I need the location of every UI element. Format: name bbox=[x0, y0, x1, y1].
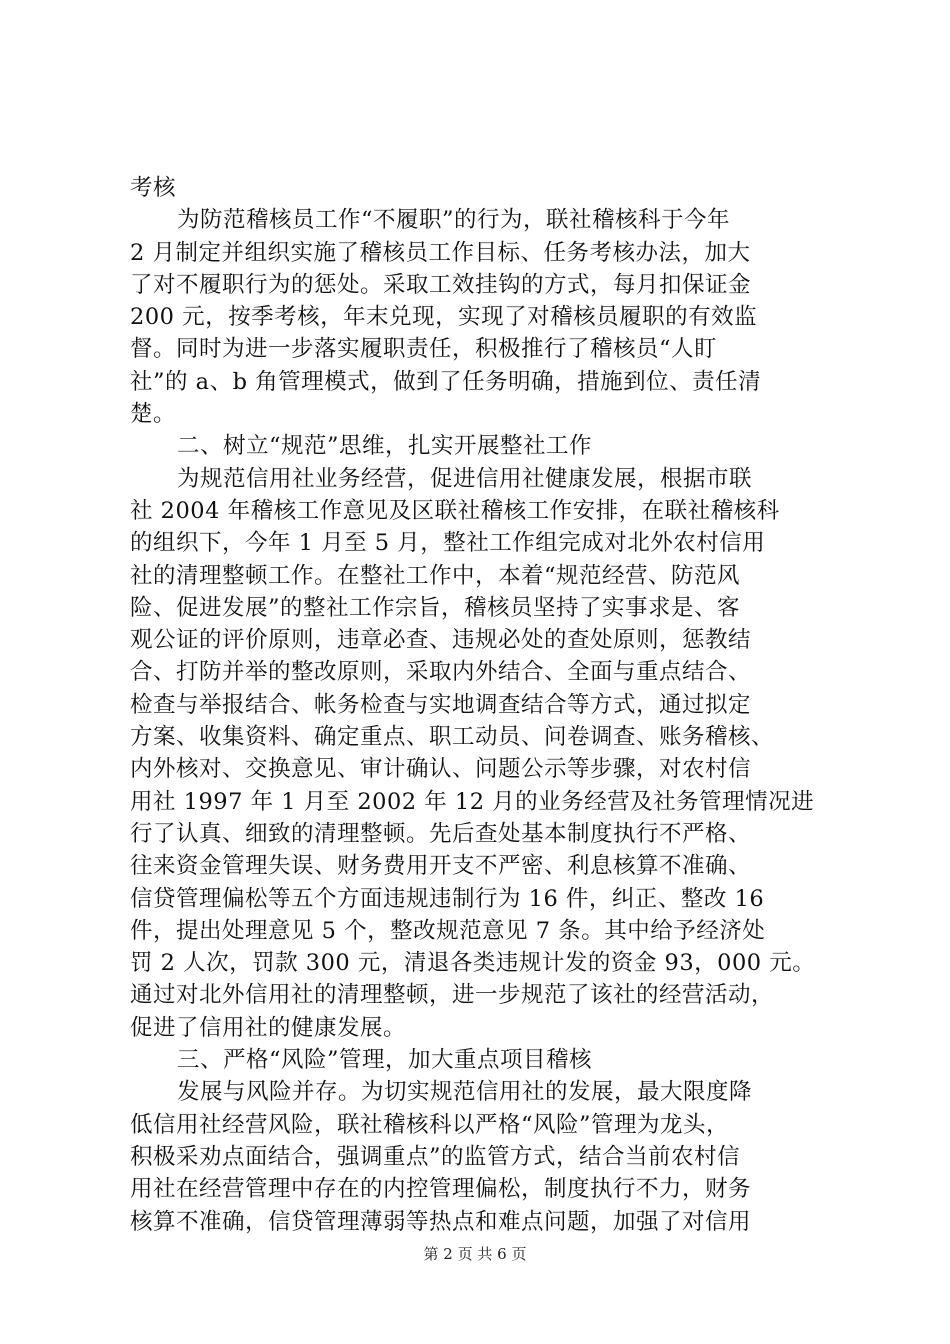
text-line: 用社在经营管理中存在的内控管理偏松，制度执行不力，财务 bbox=[130, 1176, 752, 1203]
text-line: 合、打防并举的整改原则，采取内外结合、全面与重点结合、 bbox=[130, 659, 752, 686]
text-line: 三、严格“风险”管理，加大重点项目稽核 bbox=[177, 1047, 593, 1074]
text-line: 险、促进发展”的整社工作宗旨，稽核员坚持了实事求是、客 bbox=[130, 594, 741, 621]
text-line: 社”的 a、b 角管理模式，做到了任务明确，措施到位、责任清 bbox=[130, 368, 762, 395]
text-line: 2 月制定并组织实施了稽核员工作目标、任务考核办法，加大 bbox=[130, 239, 751, 266]
text-line: 积极采劝点面结合，强调重点”的监管方式，结合当前农村信 bbox=[130, 1143, 741, 1170]
page-footer bbox=[0, 1243, 950, 1264]
text-line: 二、树立“规范”思维，扎实开展整社工作 bbox=[177, 433, 593, 460]
text-line: 200 元，按季考核，年末兑现，实现了对稽核员履职的有效监 bbox=[130, 304, 758, 331]
text-line: 督。同时为进一步落实履职责任，积极推行了稽核员“人盯 bbox=[130, 336, 718, 363]
text-line: 低信用社经营风险，联社稽核科以严格“风险”管理为龙头， bbox=[130, 1111, 730, 1138]
text-line: 为防范稽核员工作“不履职”的行为，联社稽核科于今年 bbox=[177, 207, 731, 234]
page-indicator: 第 2 页 共 6 页 bbox=[423, 1245, 527, 1263]
document-body bbox=[130, 172, 830, 1238]
text-line: 考核 bbox=[130, 175, 177, 201]
text-line: 内外核对、交换意见、审计确认、问题公示等步骤，对农村信 bbox=[130, 756, 752, 783]
text-line: 方案、收集资料、确定重点、职工动员、问卷调查、账务稽核、 bbox=[130, 724, 775, 751]
text-line: 信贷管理偏松等五个方面违规违制行为 16 件，纠正、整改 16 bbox=[130, 885, 765, 912]
text-line: 核算不准确，信贷管理薄弱等热点和难点问题，加强了对信用 bbox=[130, 1208, 752, 1235]
text-line: 检查与举报结合、帐务检查与实地调查结合等方式，通过拟定 bbox=[130, 691, 752, 718]
text-line: 了对不履职行为的惩处。采取工效挂钩的方式，每月扣保证金 bbox=[130, 271, 752, 298]
text-line: 社 2004 年稽核工作意见及区联社稽核工作安排，在联社稽核科 bbox=[130, 497, 780, 524]
text-line: 通过对北外信用社的清理整顿，进一步规范了该社的经营活动， bbox=[130, 982, 775, 1009]
text-line: 行了认真、细致的清理整顿。先后查处基本制度执行不严格、 bbox=[130, 820, 752, 847]
text-line: 为规范信用社业务经营，促进信用社健康发展，根据市联 bbox=[177, 465, 753, 492]
text-line: 用社 1997 年 1 月至 2002 年 12 月的业务经营及社务管理情况进 bbox=[130, 788, 815, 815]
text-line: 的组织下，今年 1 月至 5 月，整社工作组完成对北外农村信用 bbox=[130, 530, 766, 557]
text-line: 观公证的评价原则，违章必查、违规必处的查处原则，惩教结 bbox=[130, 627, 752, 654]
text-line: 发展与风险并存。为切实规范信用社的发展，最大限度降 bbox=[177, 1079, 753, 1106]
text-line: 楚。 bbox=[130, 401, 177, 428]
text-line: 件，提出处理意见 5 个，整改规范意见 7 条。其中给予经济处 bbox=[130, 917, 766, 944]
text-line: 促进了信用社的健康发展。 bbox=[130, 1014, 407, 1041]
text-line: 罚 2 人次，罚款 300 元，清退各类违规计发的资金 93，000 元。 bbox=[130, 950, 816, 977]
text-line: 社的清理整顿工作。在整社工作中，本着“规范经营、防范风 bbox=[130, 562, 741, 589]
text-line: 往来资金管理失误、财务费用开支不严密、利息核算不准确、 bbox=[130, 853, 752, 880]
